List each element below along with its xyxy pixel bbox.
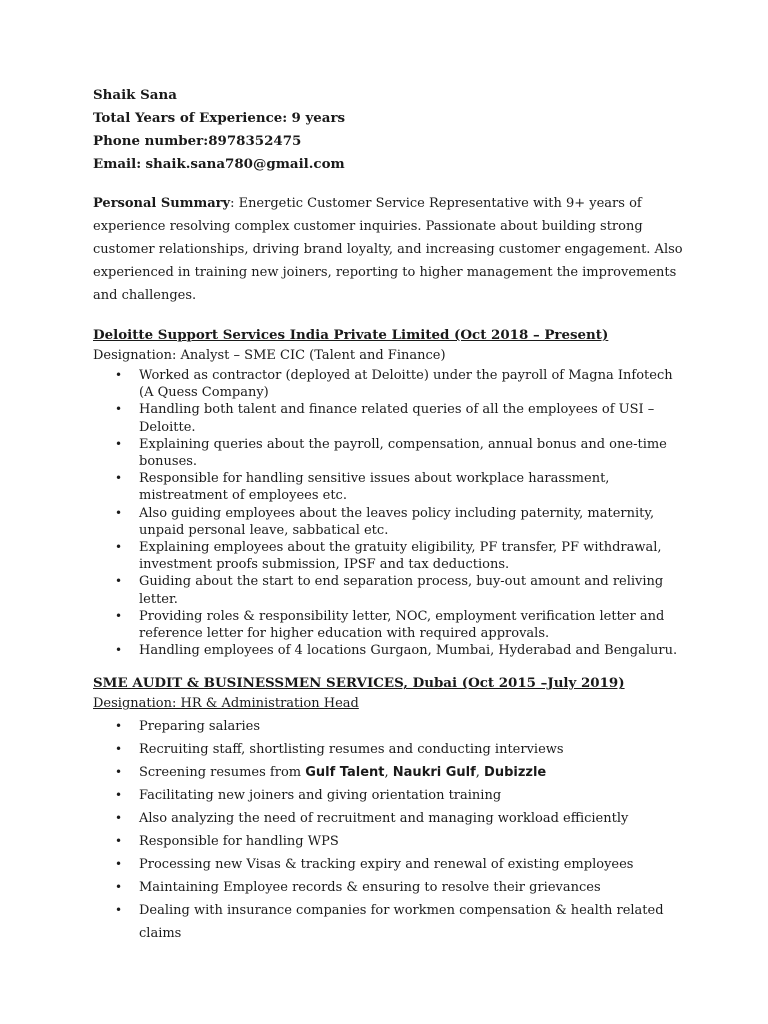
list-item-text: Maintaining Employee records & ensuring to resolve their grievances (139, 880, 601, 896)
separator: , (384, 765, 393, 781)
bullet-icon: • (115, 880, 123, 895)
list-item-text: Processing new Visas & tracking expiry and renewal of existing employees (139, 857, 634, 873)
bullet-icon: • (115, 608, 123, 623)
experience-value: 9 years (291, 110, 346, 126)
bullet-icon: • (115, 765, 123, 780)
list-item (93, 738, 683, 761)
list-item (93, 367, 683, 401)
list-item-text: Explaining queries about the payroll, compensation, annual bonus and one-time bonuses. (139, 436, 667, 470)
summary-text: : Energetic Customer Service Representative with 9+ years of experience resolving complex customer inquiries. Passionate about building strong customer relationships, driving brand loyalty, and increasing customer engagement. Also experienced in training new joiners, reporting to higher management the improvements and challenges. (93, 196, 683, 303)
bullet-icon: • (115, 540, 123, 555)
bullet-icon: • (115, 857, 123, 872)
list-item (93, 876, 683, 899)
experience-line (93, 107, 683, 130)
list-item (93, 505, 683, 539)
bullet-icon: • (115, 574, 123, 589)
list-item (93, 539, 683, 573)
bullet-icon: • (115, 903, 123, 918)
list-item (93, 401, 683, 435)
list-item-text: Facilitating new joiners and giving orientation training (139, 788, 502, 804)
list-item-text: Preparing salaries (139, 719, 260, 735)
list-item (93, 642, 683, 659)
bullet-icon: • (115, 643, 123, 658)
phone-label: Phone number: (93, 133, 209, 149)
list-item (93, 784, 683, 807)
list-item-text: Responsible for handling sensitive issues about workplace harassment, mistreatment of employees etc. (139, 471, 610, 504)
list-item (93, 761, 683, 784)
bullet-icon: • (115, 788, 123, 803)
list-item-text: Providing roles & responsibility letter, NOC, employment verification letter and reference letter for higher education with required approvals. (139, 608, 665, 642)
list-item-text: Worked as contractor (deployed at Deloitte) under the payroll of Magna Infotech (A Quess Company) (139, 368, 673, 401)
list-item-text: Handling employees of 4 locations Gurgaon, Mumbai, Hyderabad and Bengaluru. (139, 643, 678, 659)
list-item (93, 470, 683, 504)
bullet-icon: • (115, 436, 123, 451)
site-naukri-gulf: Naukri Gulf (392, 765, 476, 781)
separator: , (475, 765, 485, 781)
list-item-text: Also guiding employees about the leaves policy including paternity, maternity, unpaid personal leave, sabbatical etc. (139, 505, 655, 538)
list-item (93, 573, 683, 607)
site-gulf-talent: Gulf Talent (305, 765, 385, 781)
bullet-icon: • (115, 834, 123, 849)
resume-document (93, 84, 683, 945)
list-item-text: Responsible for handling WPS (139, 834, 339, 850)
email-line (93, 153, 683, 176)
bullet-icon: • (115, 742, 123, 757)
list-item (93, 608, 683, 642)
bullet-icon: • (115, 402, 123, 417)
candidate-name: Shaik Sana (93, 87, 177, 103)
email-value: shaik.sana780@gmail.com (145, 156, 345, 172)
company-heading-sme-audit: SME AUDIT & BUSINESSMEN SERVICES, Dubai (Oct 2015 –July 2019) (93, 675, 625, 692)
bullet-icon: • (115, 719, 123, 734)
bullet-icon: • (115, 505, 123, 520)
personal-summary (93, 192, 683, 307)
bullet-icon: • (115, 811, 123, 826)
list-item (93, 899, 683, 945)
email-label: Email: (93, 156, 142, 172)
summary-label: Personal Summary (93, 196, 231, 211)
list-item (93, 436, 683, 470)
company-heading-deloitte: Deloitte Support Services India Private Limited (Oct 2018 – Present) (93, 327, 609, 343)
experience-label: Total Years of Experience: (93, 110, 288, 126)
phone-value: 8978352475 (208, 133, 302, 149)
list-item-text: Also analyzing the need of recruitment and managing workload efficiently (139, 811, 629, 827)
designation-sme-audit: Designation: HR & Administration Head (93, 696, 359, 712)
bullet-list-deloitte (93, 367, 683, 659)
phone-line (93, 130, 683, 153)
site-dubizzle: Dubizzle (484, 765, 547, 781)
list-item (93, 853, 683, 876)
list-item-text: Dealing with insurance companies for workmen compensation & health related claims (139, 903, 664, 942)
bullet-list-sme-audit (93, 715, 683, 945)
list-item (93, 830, 683, 853)
list-item-text: Guiding about the start to end separation process, buy-out amount and reliving letter. (139, 574, 664, 607)
screening-prefix: Screening resumes from (139, 765, 306, 781)
list-item (93, 715, 683, 738)
list-item-text: Handling both talent and finance related queries of all the employees of USI – Deloitte. (139, 402, 655, 435)
list-item (93, 807, 683, 830)
bullet-icon: • (115, 471, 123, 486)
bullet-icon: • (115, 368, 123, 382)
designation-deloitte: Designation: Analyst – SME CIC (Talent and Finance) (93, 348, 446, 363)
list-item-text: Recruiting staff, shortlisting resumes and conducting interviews (139, 742, 564, 758)
list-item-text: Explaining employees about the gratuity eligibility, PF transfer, PF withdrawal, investment proofs submission, IPSF and tax deductions. (139, 540, 662, 573)
